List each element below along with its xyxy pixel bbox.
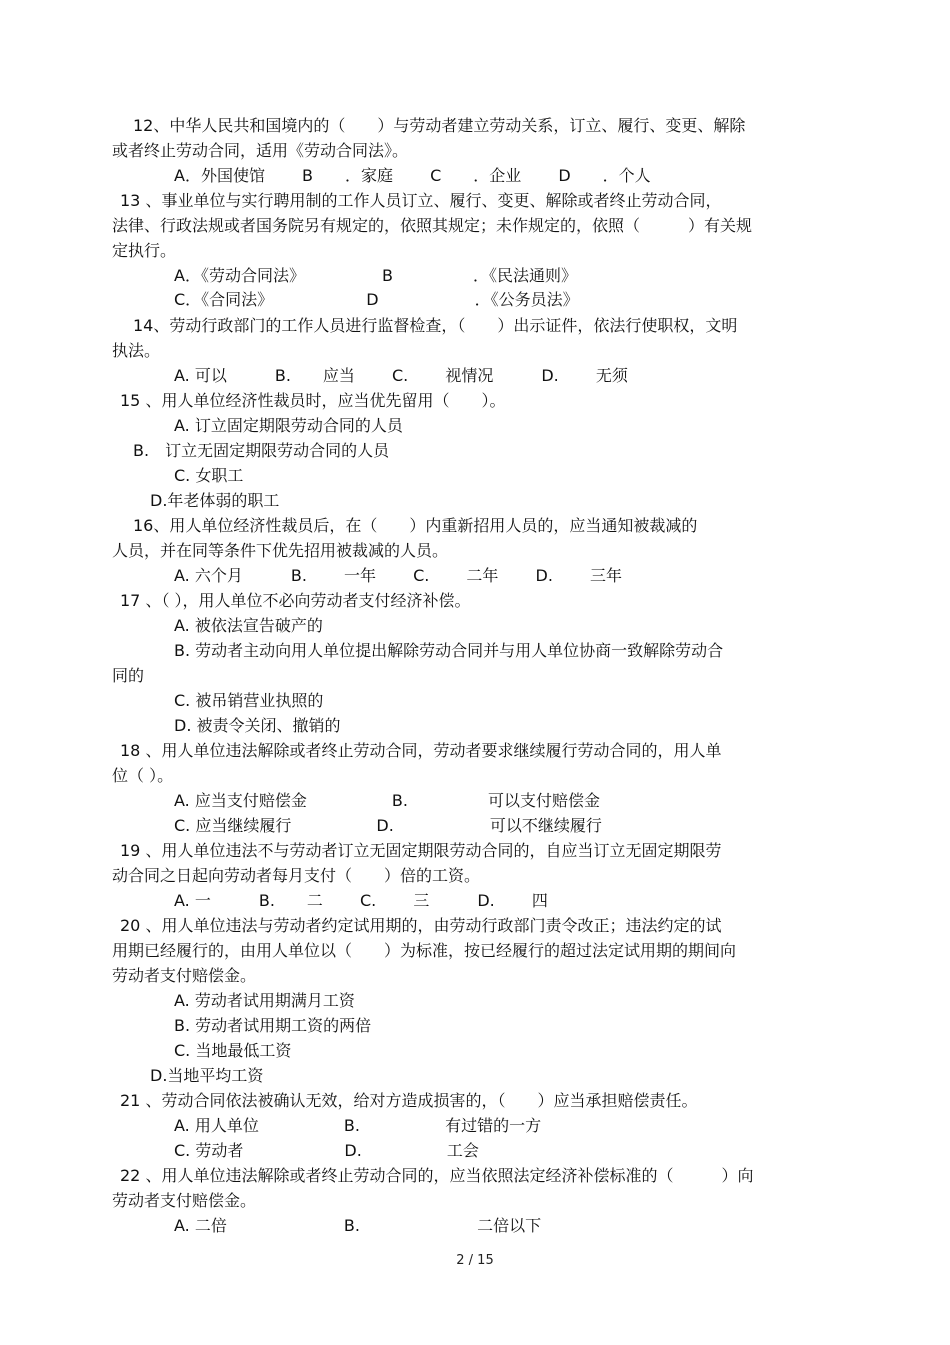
question-12-line-2: 或者终止劳动合同，适用《劳动合同法》。 bbox=[112, 141, 409, 160]
question-19-line-2: 动合同之日起向劳动者每月支付（ ）倍的工资。 bbox=[112, 866, 481, 885]
question-19-options: A. 一 B. 二 C. 三 D. 四 bbox=[174, 891, 548, 910]
question-14-line-2: 执法。 bbox=[112, 341, 161, 360]
question-22-line-1: 22 、用人单位违法解除或者终止劳动合同的，应当依照法定经济补偿标准的（ ）向 bbox=[120, 1166, 754, 1185]
question-20-line-3: 劳动者支付赔偿金。 bbox=[112, 966, 257, 985]
question-14-options: A. 可以 B. 应当 C. 视情况 D. 无须 bbox=[174, 366, 628, 385]
question-15-option-a: A. 订立固定期限劳动合同的人员 bbox=[174, 416, 403, 435]
question-17-option-c: C. 被吊销营业执照的 bbox=[174, 691, 324, 710]
question-17-line-1: 17 、（ ），用人单位不必向劳动者支付经济补偿。 bbox=[120, 591, 471, 610]
question-18-line-1: 18 、用人单位违法解除或者终止劳动合同，劳动者要求继续履行劳动合同的，用人单 bbox=[120, 741, 722, 760]
question-20-option-d: D.当地平均工资 bbox=[150, 1066, 264, 1085]
question-16-line-2: 人员，并在同等条件下优先招用被裁减的人员。 bbox=[112, 541, 449, 560]
question-17-option-b: B. 劳动者主动向用人单位提出解除劳动合同并与用人单位协商一致解除劳动合 bbox=[174, 641, 724, 660]
question-16-options: A. 六个月 B. 一年 C. 二年 D. 三年 bbox=[174, 566, 622, 585]
question-18-line-2: 位（ ）。 bbox=[112, 766, 174, 785]
page-number: 2 / 15 bbox=[456, 1253, 494, 1268]
question-20-line-1: 20 、用人单位违法与劳动者约定试用期的，由劳动行政部门责令改正；违法约定的试 bbox=[120, 916, 722, 935]
question-22-line-2: 劳动者支付赔偿金。 bbox=[112, 1191, 257, 1210]
question-21-options-cd: C. 劳动者 D. 工会 bbox=[174, 1141, 479, 1160]
question-20-option-a: A. 劳动者试用期满月工资 bbox=[174, 991, 355, 1010]
question-22-options: A. 二倍 B. 二倍以下 bbox=[174, 1216, 542, 1235]
question-14-line-1: 14、劳动行政部门的工作人员进行监督检查，（ ）出示证件，依法行使职权，文明 bbox=[133, 316, 738, 335]
question-21-options-ab: A. 用人单位 B. 有过错的一方 bbox=[174, 1116, 542, 1135]
question-17-option-b-cont: 同的 bbox=[112, 666, 145, 685]
question-13-line-1: 13 、事业单位与实行聘用制的工作人员订立、履行、变更、解除或者终止劳动合同， bbox=[120, 191, 722, 210]
question-17-option-a: A. 被依法宣告破产的 bbox=[174, 616, 323, 635]
question-20-option-c: C. 当地最低工资 bbox=[174, 1041, 292, 1060]
question-12-options: A．外国使馆 B ．家庭 C ．企业 D ．个人 bbox=[174, 166, 651, 185]
question-20-line-2: 用期已经履行的，由用人单位以（ ）为标准，按已经履行的超过法定试用期的期间向 bbox=[112, 941, 737, 960]
question-13-options-cd: C．《合同法》 D ．《公务员法》 bbox=[174, 290, 579, 309]
question-20-option-b: B. 劳动者试用期工资的两倍 bbox=[174, 1016, 372, 1035]
question-17-option-d: D. 被责令关闭、撤销的 bbox=[174, 716, 341, 735]
question-18-options-cd: C. 应当继续履行 D. 可以不继续履行 bbox=[174, 816, 602, 835]
question-13-line-2: 法律、行政法规或者国务院另有规定的，依照其规定；未作规定的，依照（ ）有关规 bbox=[112, 216, 753, 235]
question-13-line-3: 定执行。 bbox=[112, 241, 177, 260]
question-19-line-1: 19 、用人单位违法不与劳动者订立无固定期限劳动合同的，自应当订立无固定期限劳 bbox=[120, 841, 722, 860]
question-16-line-1: 16、用人单位经济性裁员后，在（ ）内重新招用人员的，应当通知被裁减的 bbox=[133, 516, 698, 535]
question-15-option-d: D.年老体弱的职工 bbox=[150, 491, 280, 510]
question-13-options-ab: A．《劳动合同法》 B ．《民法通则》 bbox=[174, 266, 578, 285]
question-15-option-c: C. 女职工 bbox=[174, 466, 244, 485]
question-21-line-1: 21 、劳动合同依法被确认无效，给对方造成损害的，（ ）应当承担赔偿责任。 bbox=[120, 1091, 698, 1110]
question-15-option-b: B. 订立无固定期限劳动合同的人员 bbox=[133, 441, 390, 460]
question-15-line-1: 15 、用人单位经济性裁员时，应当优先留用（ ）。 bbox=[120, 391, 506, 410]
question-18-options-ab: A. 应当支付赔偿金 B. 可以支付赔偿金 bbox=[174, 791, 600, 810]
question-12-line-1: 12、中华人民共和国境内的（ ）与劳动者建立劳动关系，订立、履行、变更、解除 bbox=[133, 116, 746, 135]
